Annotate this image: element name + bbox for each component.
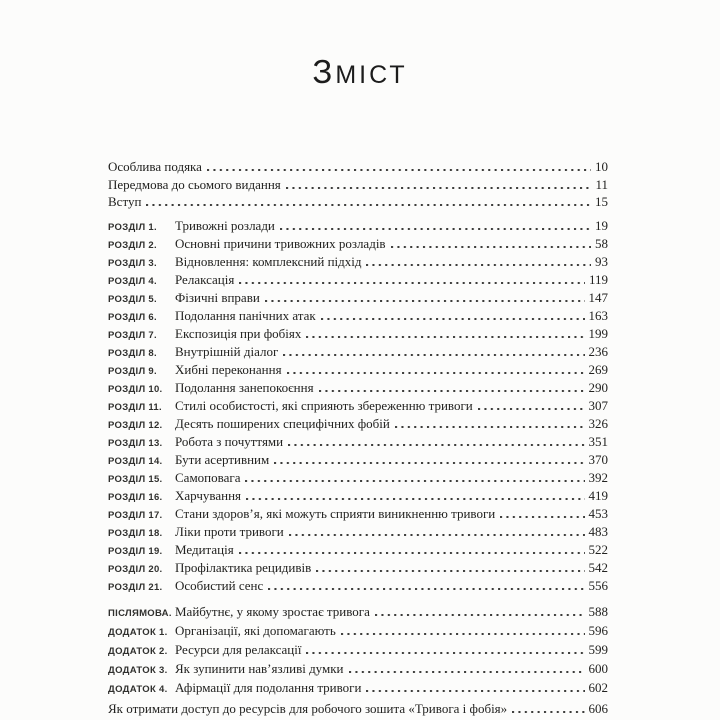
toc-row-title: Релаксація (175, 271, 235, 287)
page-number: 147 (588, 289, 608, 305)
dot-leader (207, 169, 591, 171)
page-number: 11 (595, 176, 608, 192)
toc-row-label: ДОДАТОК 3. (108, 665, 168, 677)
toc-row-label: РОЗДІЛ 3. (108, 257, 157, 269)
toc-row-label: РОЗДІЛ 6. (108, 311, 157, 323)
toc-row-title: Профілактика рецидивів (175, 559, 312, 575)
dot-leader (341, 633, 585, 635)
dot-leader (316, 570, 584, 572)
toc-row-title: Експозиція при фобіях (175, 325, 302, 341)
toc-row (108, 254, 608, 272)
page-number: 290 (588, 379, 608, 395)
toc-row (108, 470, 608, 488)
toc-row-label: РОЗДІЛ 21. (108, 581, 163, 593)
toc-row-title: Відновлення: комплексний підхід (175, 253, 362, 269)
page-number: 199 (588, 325, 608, 341)
toc-row-title: Робота з почуттями (175, 433, 284, 449)
page-number: 236 (588, 343, 608, 359)
dot-leader (500, 516, 584, 518)
toc-row (108, 542, 608, 560)
toc-row (108, 700, 608, 717)
page-number: 326 (588, 415, 608, 431)
page-number: 596 (588, 622, 608, 638)
toc-row (108, 398, 608, 416)
page-number: 351 (588, 433, 608, 449)
page-number: 599 (588, 641, 608, 657)
dot-leader (478, 408, 585, 410)
toc-row-label: РОЗДІЛ 16. (108, 491, 163, 503)
page-number: 19 (595, 217, 608, 233)
toc-row-title: Бути асертивним (175, 451, 270, 467)
toc-section-footer (108, 700, 608, 717)
dot-leader (268, 588, 584, 590)
toc-row (108, 158, 608, 176)
toc-row (108, 578, 608, 596)
dot-leader (274, 462, 584, 464)
toc-row (108, 290, 608, 308)
dot-leader (306, 336, 584, 338)
page-number: 606 (588, 700, 608, 716)
page-number: 602 (588, 680, 608, 696)
toc-row (108, 603, 608, 622)
page-number: 15 (595, 194, 608, 209)
toc-row-title: Харчування (175, 487, 242, 503)
toc-row-title: Вступ (108, 194, 142, 209)
toc-row (108, 660, 608, 679)
table-of-contents (108, 158, 608, 717)
toc-row-title: Ліки проти тривоги (175, 523, 284, 539)
dot-leader (289, 534, 585, 536)
toc-row-title: Фізичні вправи (175, 289, 260, 305)
page-number: 419 (588, 487, 608, 503)
dot-leader (288, 444, 584, 446)
toc-row-label: РОЗДІЛ 15. (108, 473, 163, 485)
toc-row-label: РОЗДІЛ 4. (108, 275, 157, 287)
toc-row (108, 560, 608, 578)
dot-leader (366, 264, 591, 266)
toc-row-label: ДОДАТОК 1. (108, 626, 168, 638)
dot-leader (321, 318, 585, 320)
toc-row (108, 641, 608, 660)
toc-row (108, 344, 608, 362)
toc-row-label: РОЗДІЛ 17. (108, 509, 163, 521)
dot-leader (239, 552, 585, 554)
page-number: 600 (588, 661, 608, 677)
toc-row (108, 193, 608, 211)
toc-row-title: Майбутнє, у якому зростає тривога (175, 603, 370, 619)
toc-row-label: РОЗДІЛ 14. (108, 455, 163, 467)
toc-row (108, 679, 608, 698)
dot-leader (265, 300, 585, 302)
dot-leader (395, 426, 585, 428)
toc-section-back-matter (108, 603, 608, 699)
toc-row-title: Стилі особистості, які сприяють збереженню тривоги (175, 397, 473, 413)
toc-row-title: Медитація (175, 541, 234, 557)
toc-row-title: Передмова до сьомого видання (108, 176, 281, 192)
toc-row-label: РОЗДІЛ 9. (108, 365, 157, 377)
toc-row-label: РОЗДІЛ 7. (108, 329, 157, 341)
dot-leader (245, 480, 584, 482)
page-number: 542 (588, 559, 608, 575)
toc-row-label: РОЗДІЛ 20. (108, 563, 163, 575)
dot-leader (283, 354, 584, 356)
toc-row-title: Подолання занепокоєння (175, 379, 314, 395)
page-number: 163 (588, 307, 608, 323)
toc-section-chapters (108, 218, 608, 596)
toc-row-title: Подолання панічних атак (175, 307, 316, 323)
toc-row (108, 176, 608, 194)
toc-row-title: Особистий сенс (175, 577, 264, 593)
toc-row-title: Тривожні розлади (175, 217, 275, 233)
toc-row-label: РОЗДІЛ 11. (108, 401, 162, 413)
toc-row (108, 524, 608, 542)
toc-row-label: РОЗДІЛ 5. (108, 293, 157, 305)
page-number: 483 (588, 523, 608, 539)
toc-row-label: ПІСЛЯМОВА. (108, 607, 172, 619)
toc-row (108, 326, 608, 344)
toc-row-title: Організації, які допомагають (175, 622, 336, 638)
page-number: 93 (595, 253, 608, 269)
dot-leader (391, 246, 591, 248)
dot-leader (375, 614, 585, 616)
toc-row (108, 380, 608, 398)
toc-row-label: РОЗДІЛ 13. (108, 437, 163, 449)
toc-row-title: Десять поширених специфічних фобій (175, 415, 390, 431)
toc-row (108, 452, 608, 470)
page-number: 370 (588, 451, 608, 467)
toc-row (108, 434, 608, 452)
dot-leader (366, 690, 584, 692)
toc-row-label: ДОДАТОК 4. (108, 684, 168, 696)
page-title: ЗМІСТ (312, 53, 408, 90)
toc-row (108, 506, 608, 524)
toc-row-label: РОЗДІЛ 1. (108, 221, 157, 233)
dot-leader (246, 498, 584, 500)
toc-row-title: Хибні переконання (175, 361, 282, 377)
page-number: 588 (588, 603, 608, 619)
page-number: 392 (588, 469, 608, 485)
toc-row-label: РОЗДІЛ 12. (108, 419, 163, 431)
toc-row-title: Як отримати доступ до ресурсів для робочого зошита «Тривога і фобія» (108, 700, 508, 716)
toc-row-title: Основні причини тривожних розладів (175, 235, 386, 251)
toc-row-title: Особлива подяка (108, 159, 202, 174)
dot-leader (280, 228, 591, 230)
toc-row-title: Афірмації для подолання тривоги (175, 680, 362, 696)
toc-row (108, 488, 608, 506)
page-number: 269 (588, 361, 608, 377)
toc-row (108, 218, 608, 236)
page-number: 10 (595, 159, 608, 174)
toc-row (108, 416, 608, 434)
page-number: 307 (588, 397, 608, 413)
toc-row (108, 362, 608, 380)
toc-row-label: РОЗДІЛ 19. (108, 545, 163, 557)
toc-row-label: РОЗДІЛ 2. (108, 239, 157, 251)
toc-row-title: Стани здоров’я, які можуть сприяти виникненню тривоги (175, 505, 496, 521)
dot-leader (512, 711, 584, 713)
toc-row-title: Як зупинити нав’язливі думки (175, 661, 344, 677)
dot-leader (146, 204, 591, 206)
dot-leader (319, 390, 585, 392)
page-number: 556 (588, 577, 608, 593)
toc-row-label: РОЗДІЛ 8. (108, 347, 157, 359)
dot-leader (349, 671, 585, 673)
dot-leader (287, 372, 585, 374)
toc-row (108, 622, 608, 641)
toc-row-title: Ресурси для релаксації (175, 641, 302, 657)
page-number: 58 (595, 235, 608, 251)
toc-section-front-matter (108, 158, 608, 211)
page-number: 119 (588, 271, 608, 287)
page-number: 522 (588, 541, 608, 557)
toc-row-title: Самоповага (175, 469, 241, 485)
page-number: 453 (588, 505, 608, 521)
toc-row-title: Внутрішній діалог (175, 343, 279, 359)
toc-row-label: РОЗДІЛ 18. (108, 527, 163, 539)
dot-leader (306, 652, 584, 654)
dot-leader (239, 282, 585, 284)
toc-row (108, 272, 608, 290)
toc-row-label: РОЗДІЛ 10. (108, 383, 163, 395)
dot-leader (286, 187, 592, 189)
toc-row (108, 236, 608, 254)
toc-row-label: ДОДАТОК 2. (108, 645, 168, 657)
toc-row (108, 308, 608, 326)
